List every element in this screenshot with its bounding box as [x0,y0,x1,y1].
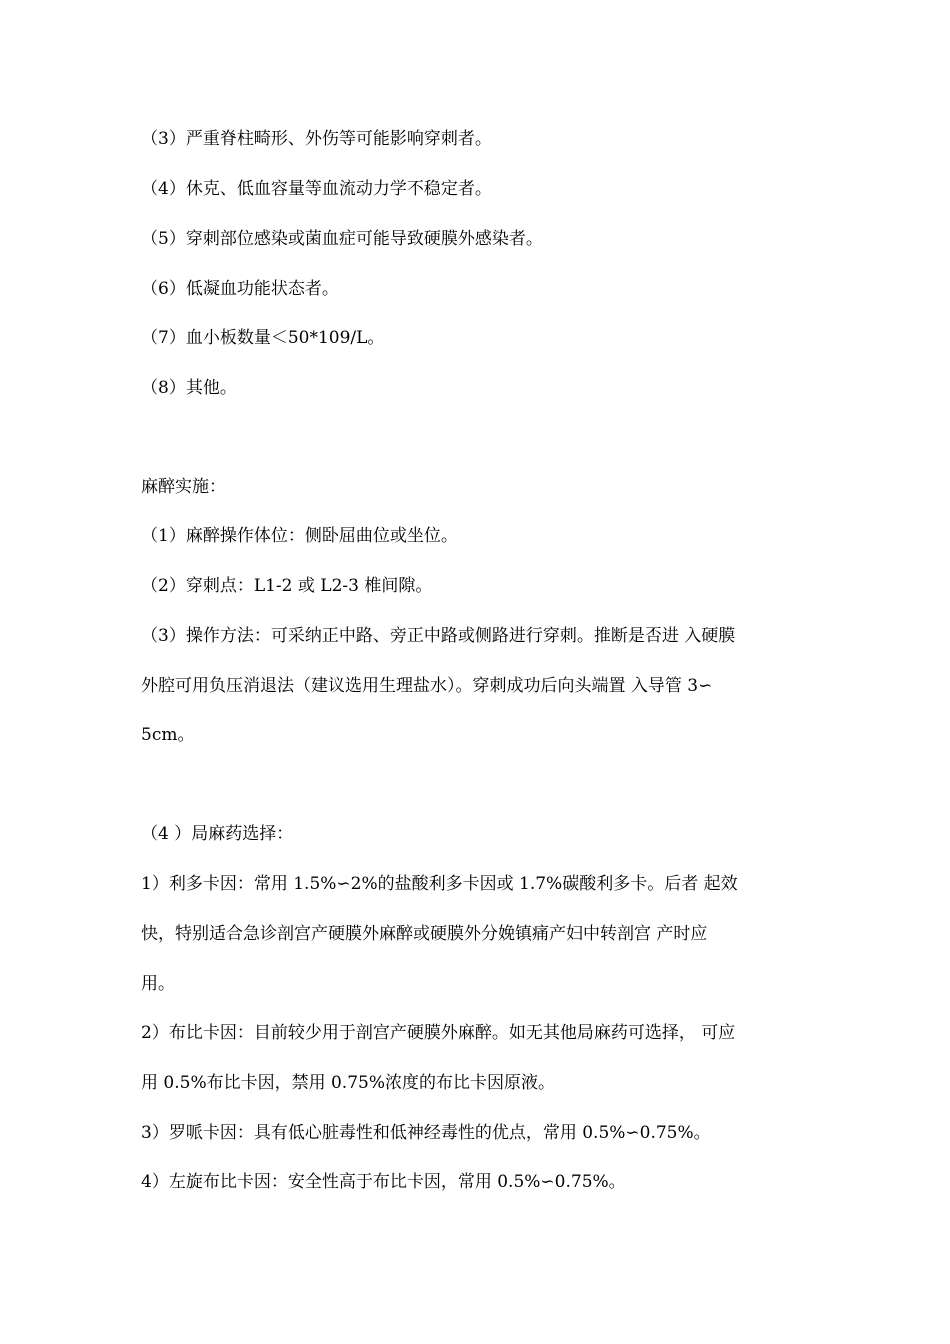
implementation-item: 外腔可用负压消退法（建议选用生理盐水）。穿刺成功后向头端置 入导管 3∽ [141,676,713,696]
contraindication-item: （8）其他。 [141,378,237,398]
anesthetic-item: 快，特别适合急诊剖宫产硬膜外麻醉或硬膜外分娩镇痛产妇中转剖宫 产时应 [141,924,708,944]
anesthetic-item: 1）利多卡因：常用 1.5%∽2%的盐酸利多卡因或 1.7%碳酸利多卡。后者 起效 [141,874,738,894]
contraindication-item: （4）休克、低血容量等血流动力学不稳定者。 [141,179,492,199]
contraindication-item: （7）血小板数量＜50*109/L。 [141,328,385,348]
anesthetic-item: 4）左旋布比卡因：安全性高于布比卡因，常用 0.5%∽0.75%。 [141,1172,626,1192]
implementation-item: （3）操作方法：可采纳正中路、旁正中路或侧路进行穿刺。推断是否进 入硬膜 [141,626,736,646]
contraindication-item: （5）穿刺部位感染或菌血症可能导致硬膜外感染者。 [141,229,543,249]
implementation-heading: 麻醉实施： [141,477,226,497]
implementation-item: 5cm。 [141,725,195,745]
implementation-item: （1）麻醉操作体位：侧卧屈曲位或坐位。 [141,526,458,546]
contraindication-item: （3）严重脊柱畸形、外伤等可能影响穿刺者。 [141,129,492,149]
anesthetic-item: 用 0.5%布比卡因，禁用 0.75%浓度的布比卡因原液。 [141,1073,556,1093]
anesthetic-item: 用。 [141,974,175,994]
implementation-item: （2）穿刺点：L1-2 或 L2-3 椎间隙。 [141,576,433,596]
anesthetic-item: 3）罗哌卡因：具有低心脏毒性和低神经毒性的优点，常用 0.5%∽0.75%。 [141,1123,711,1143]
anesthetic-item: 2）布比卡因：目前较少用于剖宫产硬膜外麻醉。如无其他局麻药可选择， 可应 [141,1023,736,1043]
contraindication-item: （6）低凝血功能状态者。 [141,279,339,299]
anesthetic-heading: （4 ）局麻药选择： [141,824,294,844]
